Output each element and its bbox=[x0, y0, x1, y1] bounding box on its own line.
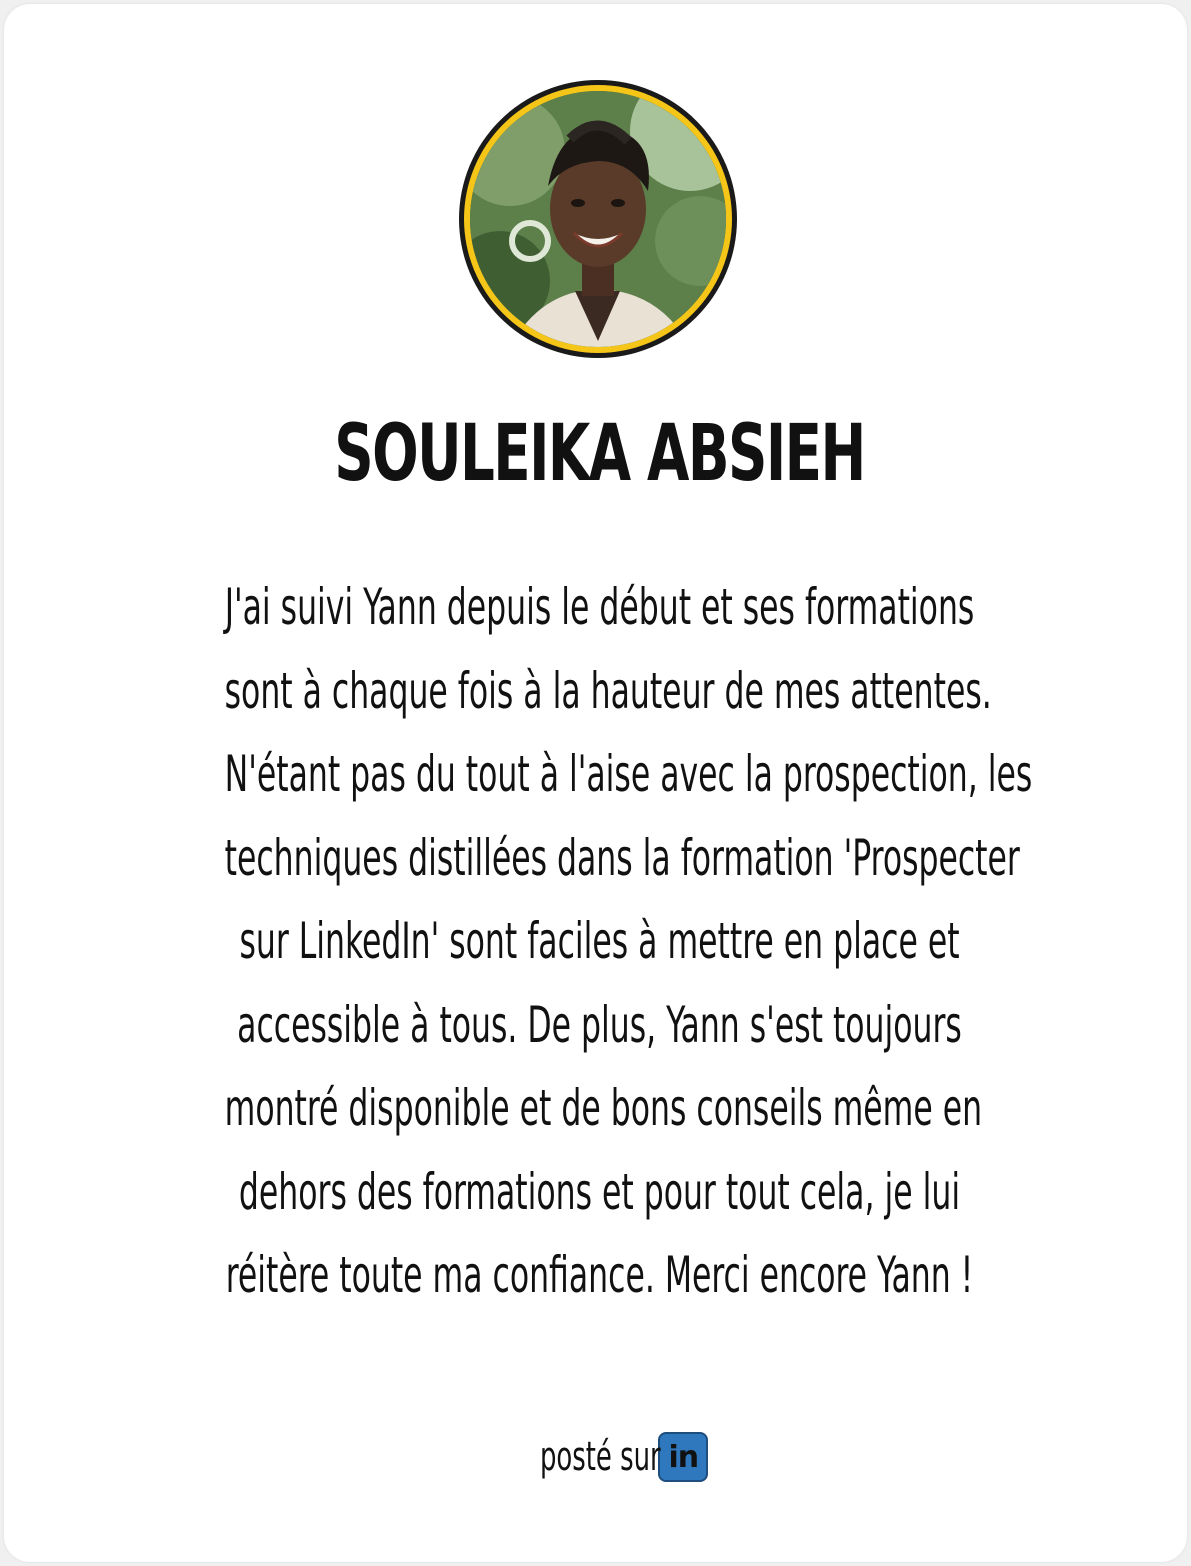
author-name: SOULEIKA ABSIEH bbox=[334, 409, 865, 499]
avatar-ring bbox=[464, 85, 732, 353]
quote-line: J'ai suivi Yann depuis le début et ses formations bbox=[224, 578, 975, 636]
testimonial-quote bbox=[64, 566, 1135, 1318]
quote-line: sont à chaque fois à la hauteur de mes attentes. bbox=[224, 661, 992, 720]
quote-line: accessible à tous. De plus, Yann s'est toujours bbox=[237, 995, 962, 1054]
testimonial-card bbox=[4, 4, 1187, 1562]
quote-line: réitère toute ma confiance. Merci encore Yann ! bbox=[225, 1246, 974, 1304]
quote-line: dehors des formations et pour tout cela, je lui bbox=[238, 1162, 961, 1221]
avatar bbox=[459, 80, 737, 358]
quote-line: techniques distillées dans la formation 'Prospecter bbox=[224, 828, 1020, 887]
quote-line: N'étant pas du tout à l'aise avec la prospection, les bbox=[224, 745, 1033, 803]
quote-line: sur LinkedIn' sont faciles à mettre en place et bbox=[239, 912, 960, 970]
quote-line: montré disponible et de bons conseils même en bbox=[224, 1079, 983, 1137]
linkedin-icon[interactable]: in bbox=[660, 1434, 706, 1480]
avatar-photo bbox=[470, 91, 726, 347]
posted-on bbox=[4, 1429, 1191, 1485]
posted-label: posté sur bbox=[539, 1434, 661, 1480]
